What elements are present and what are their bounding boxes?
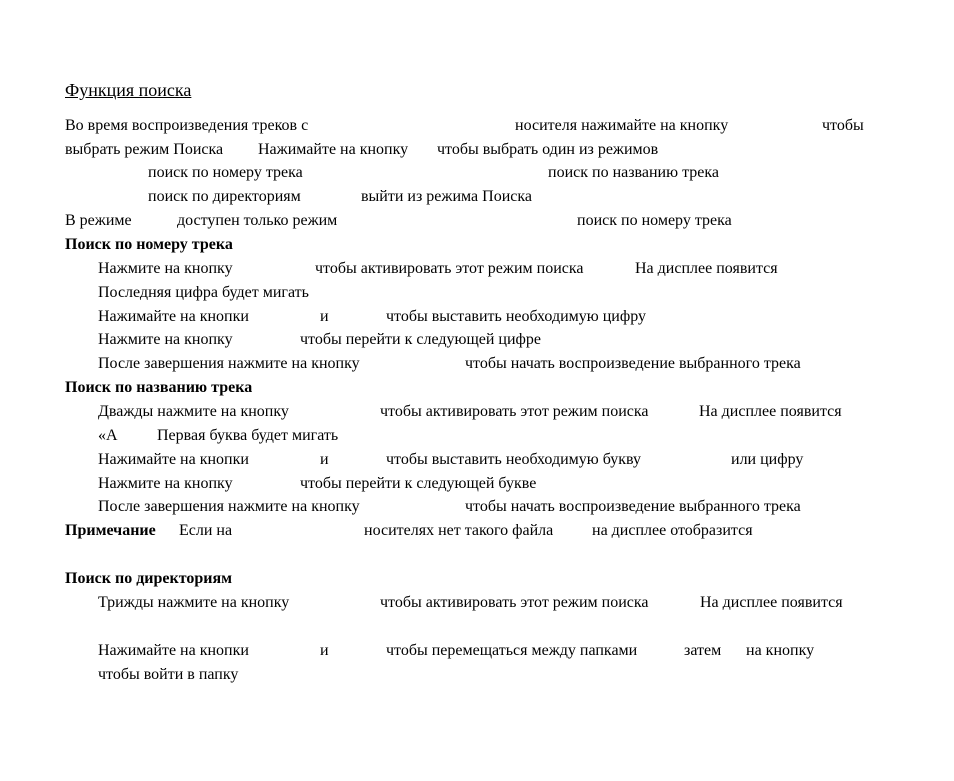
step-text: чтобы перейти к следующей цифре <box>300 331 542 348</box>
note-label: Примечание <box>65 522 156 539</box>
step-text: и <box>320 451 329 468</box>
step-text: на кнопку <box>746 642 815 659</box>
section-title: Функция поиска <box>65 80 192 100</box>
step-text: После завершения нажмите на кнопку <box>98 498 360 515</box>
intro-text: носителя нажимайте на кнопку <box>515 117 729 134</box>
step-text: чтобы активировать этот режим поиска <box>380 594 649 611</box>
step-text: Нажимайте на кнопки <box>98 451 249 468</box>
step-text: На дисплее появится <box>699 403 842 420</box>
step-text: На дисплее появится <box>635 260 778 277</box>
step-text: Дважды нажмите на кнопку <box>98 403 289 420</box>
intro-text: доступен только режим <box>177 212 338 229</box>
step-text: Нажмите на кнопку <box>98 475 233 492</box>
step-text: Нажмите на кнопку <box>98 260 233 277</box>
step-text: Первая буква будет мигать <box>157 427 339 444</box>
intro-text: чтобы <box>822 117 864 134</box>
mode-option: выйти из режима Поиска <box>361 188 532 205</box>
step-text: и <box>320 642 329 659</box>
step-text: чтобы начать воспроизведение выбранного трека <box>465 355 801 372</box>
step-text: чтобы перейти к следующей букве <box>300 475 537 492</box>
step-text: чтобы выставить необходимую цифру <box>386 308 647 325</box>
step-text: После завершения нажмите на кнопку <box>98 355 360 372</box>
intro-text: выбрать режим Поиска <box>65 141 224 158</box>
step-text: Трижды нажмите на кнопку <box>98 594 290 611</box>
track-name-heading: Поиск по названию трека <box>65 379 253 396</box>
step-text: чтобы начать воспроизведение выбранного трека <box>465 498 801 515</box>
step-text: Нажимайте на кнопки <box>98 308 249 325</box>
step-text: затем <box>684 642 722 659</box>
step-text: На дисплее появится <box>700 594 843 611</box>
step-text: чтобы выставить необходимую букву <box>386 451 642 468</box>
step-text: чтобы активировать этот режим поиска <box>380 403 649 420</box>
step-text: чтобы активировать этот режим поиска <box>315 260 584 277</box>
step-text: чтобы перемещаться между папками <box>386 642 638 659</box>
intro-text: Нажимайте на кнопку <box>258 141 409 158</box>
step-text: «А <box>98 427 118 444</box>
intro-text: поиск по номеру трека <box>577 212 732 229</box>
mode-option: поиск по директориям <box>148 188 301 205</box>
step-text: и <box>320 308 329 325</box>
intro-text: Во время воспроизведения треков с <box>65 117 309 134</box>
note-text: Если на <box>179 522 233 539</box>
directories-heading: Поиск по директориям <box>65 570 233 587</box>
intro-text: чтобы выбрать один из режимов <box>437 141 659 158</box>
mode-option: поиск по названию трека <box>548 164 719 181</box>
step-text: чтобы войти в папку <box>98 666 239 683</box>
step-text: Нажмите на кнопку <box>98 331 233 348</box>
note-text: на дисплее отобразится <box>592 522 753 539</box>
step-text: Последняя цифра будет мигать <box>98 284 309 301</box>
step-text: Нажимайте на кнопки <box>98 642 249 659</box>
mode-option: поиск по номеру трека <box>148 164 303 181</box>
track-number-heading: Поиск по номеру трека <box>65 236 233 253</box>
intro-text: В режиме <box>65 212 132 229</box>
note-text: носителях нет такого файла <box>364 522 554 539</box>
step-text: или цифру <box>731 451 804 468</box>
